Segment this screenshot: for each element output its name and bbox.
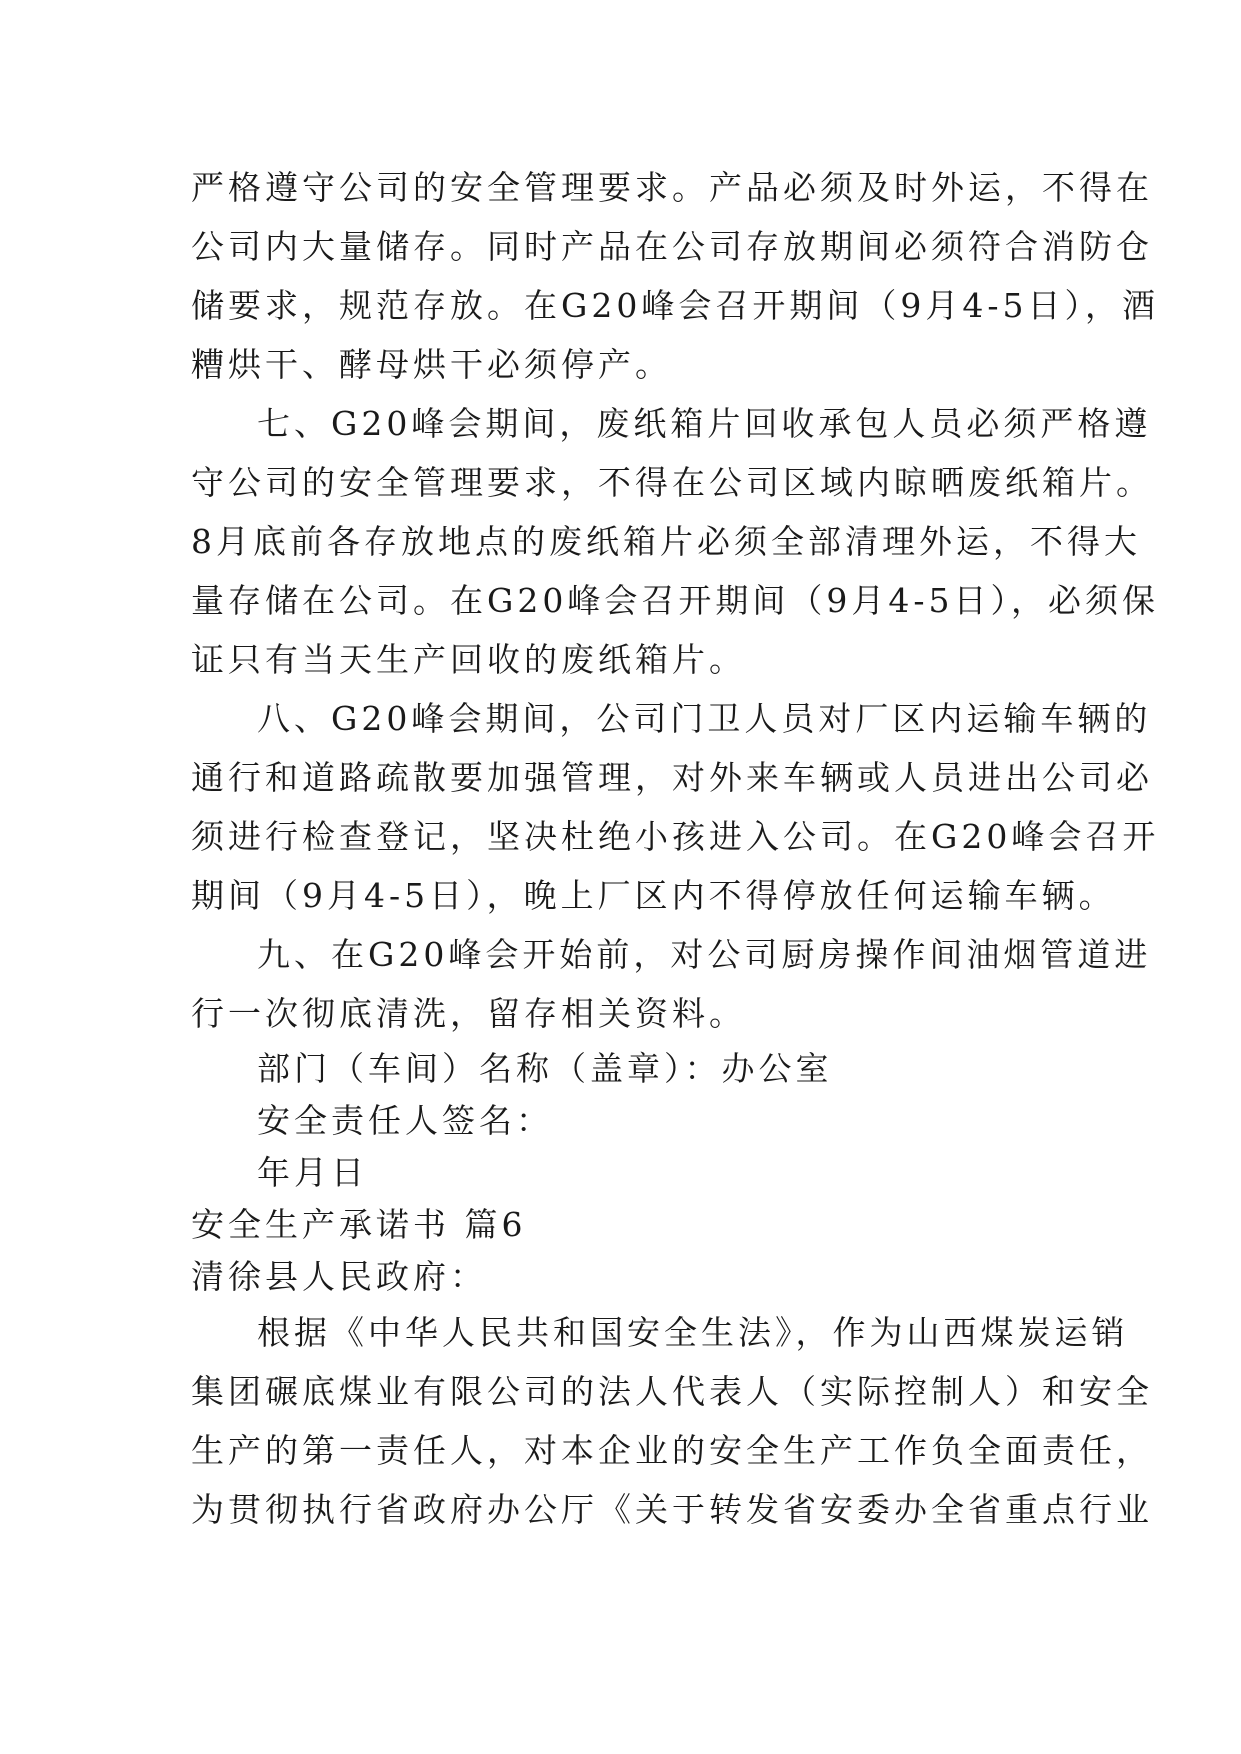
text-line: 部门（车间）名称（盖章）：办公室 [257,1049,833,1088]
text-line: 严格遵守公司的安全管理要求。产品必须及时外运，不得在 [191,168,1153,207]
text-line: 8月底前各存放地点的废纸箱片必须全部清理外运，不得大 [191,522,1141,561]
text-line: 为贯彻执行省政府办公厅《关于转发省安委办全省重点行业 [191,1490,1153,1529]
text-line: 储要求，规范存放。在G20峰会召开期间（9月4-5日），酒 [191,286,1159,325]
text-line: 期间（9月4-5日），晚上厂区内不得停放任何运输车辆。 [191,876,1116,915]
document-body [191,158,1160,1539]
text-line: 安全生产承诺书 篇6 [191,1205,527,1244]
text-line: 公司内大量储存。同时产品在公司存放期间必须符合消防仓 [191,227,1153,266]
text-line: 安全责任人签名： [257,1101,553,1140]
text-line: 八、G20峰会期间，公司门卫人员对厂区内运输车辆的 [257,699,1152,738]
text-line: 生产的第一责任人，对本企业的安全生产工作负全面责任， [191,1431,1153,1470]
text-line: 量存储在公司。在G20峰会召开期间（9月4-5日），必须保 [191,581,1159,620]
text-line: 年月日 [257,1153,368,1192]
text-line: 根据《中华人民共和国安全生法》，作为山西煤炭运销 [257,1313,1129,1352]
text-line: 通行和道路疏散要加强管理，对外来车辆或人员进出公司必 [191,758,1153,797]
text-line: 七、G20峰会期间，废纸箱片回收承包人员必须严格遵 [257,404,1152,443]
text-line: 行一次彻底清洗，留存相关资料。 [191,994,746,1033]
text-line: 九、在G20峰会开始前，对公司厨房操作间油烟管道进 [257,935,1152,974]
text-line: 证只有当天生产回收的废纸箱片。 [191,640,746,679]
text-line: 清徐县人民政府： [191,1257,487,1296]
text-line: 须进行检查登记，坚决杜绝小孩进入公司。在G20峰会召开 [191,817,1160,856]
text-line: 糟烘干、酵母烘干必须停产。 [191,345,672,384]
text-line: 集团碾底煤业有限公司的法人代表人（实际控制人）和安全 [191,1372,1153,1411]
text-line: 守公司的安全管理要求，不得在公司区域内晾晒废纸箱片。 [191,463,1153,502]
